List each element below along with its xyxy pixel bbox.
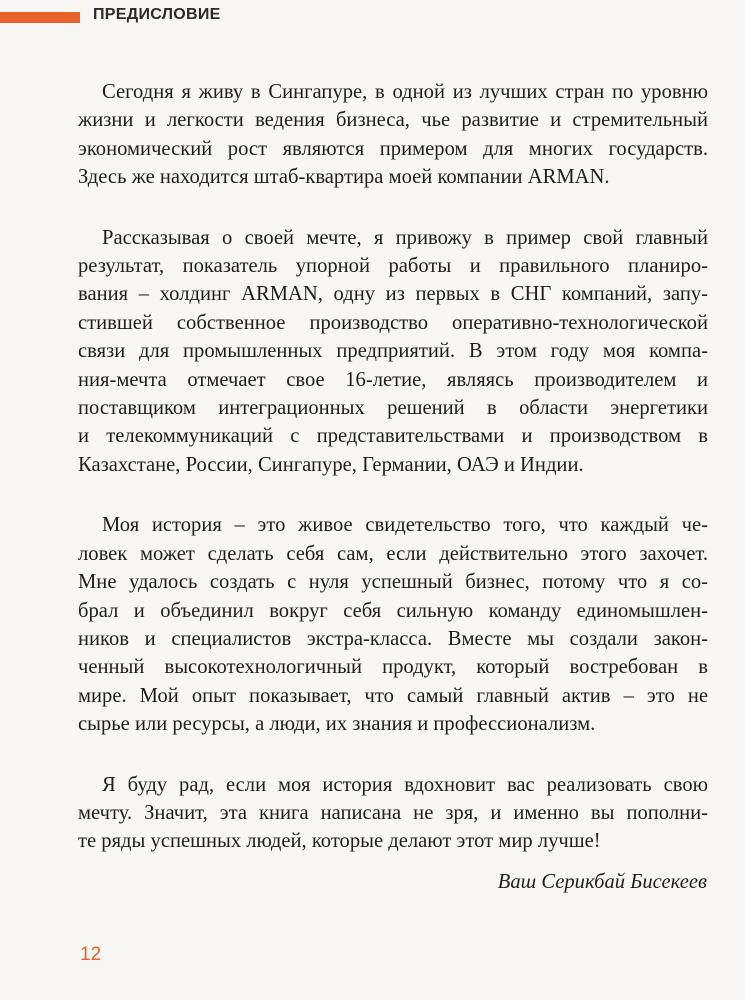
page-number: 12 (80, 944, 102, 965)
paragraph-4 (78, 771, 708, 856)
paragraph-3 (78, 511, 708, 738)
paragraph-2 (78, 224, 708, 480)
text-line: те ряды успешных людей, которые делают этот мир лучше! (78, 830, 601, 853)
header-accent-bar (0, 12, 80, 23)
text-line: поставщиком интеграционных решений в области энергетики (78, 397, 708, 420)
text-line: результат, показатель упорной работы и правильного планиро- (78, 255, 708, 278)
section-title: ПРЕДИСЛОВИЕ (93, 6, 221, 23)
text-line: стившей собственное производство оперативно-технологической (78, 311, 708, 334)
text-line: ния-мечта отмечает свое 16-летие, являясь производителем и (78, 368, 708, 391)
text-line: вания – холдинг ARMAN, одну из первых в СНГ компаний, запу- (78, 283, 708, 306)
text-line: мечту. Значит, эта книга написана не зря, и именно вы пополни- (78, 801, 708, 824)
text-line: экономический рост являются примером для многих государств. (78, 137, 708, 160)
text-line: Казахстане, России, Сингапуре, Германии, ОАЭ и Индии. (78, 453, 584, 476)
text-line: Рассказывая о своей мечте, я привожу в пример свой главный (102, 226, 708, 249)
text-line: Сегодня я живу в Сингапуре, в одной из лучших стран по уровню (102, 81, 708, 103)
text-line: ловек может сделать себя сам, если действительно этого захочет. (78, 542, 708, 565)
body-text (78, 78, 708, 888)
text-line: жизни и легкости ведения бизнеса, чье развитие и стремительный (78, 109, 708, 132)
text-line: сырье или ресурсы, а люди, их знания и профессионализм. (78, 713, 596, 736)
author-signature: Ваш Серикбай Бисекеев (497, 871, 707, 893)
text-line: ченный высокотехнологичный продукт, который востребован в (78, 656, 708, 679)
paragraph-1 (78, 78, 708, 192)
text-line: Здесь же находится штаб-квартира моей компании ARMAN. (78, 166, 610, 189)
text-line: и телекоммуникаций с представительствами и производством в (78, 425, 708, 448)
text-line: брал и объединил вокруг себя сильную команду единомышлен- (78, 599, 708, 622)
text-line: Я буду рад, если моя история вдохновит вас реализовать свою (102, 773, 708, 796)
text-line: Моя история – это живое свидетельство того, что каждый че- (102, 514, 708, 537)
text-line: Мне удалось создать с нуля успешный бизнес, потому что я со- (78, 571, 708, 594)
text-line: связи для промышленных предприятий. В этом году моя компа- (78, 340, 708, 363)
text-line: ников и специалистов экстра-класса. Вместе мы создали закон- (78, 627, 708, 650)
text-line: мире. Мой опыт показывает, что самый главный актив – это не (78, 684, 708, 707)
